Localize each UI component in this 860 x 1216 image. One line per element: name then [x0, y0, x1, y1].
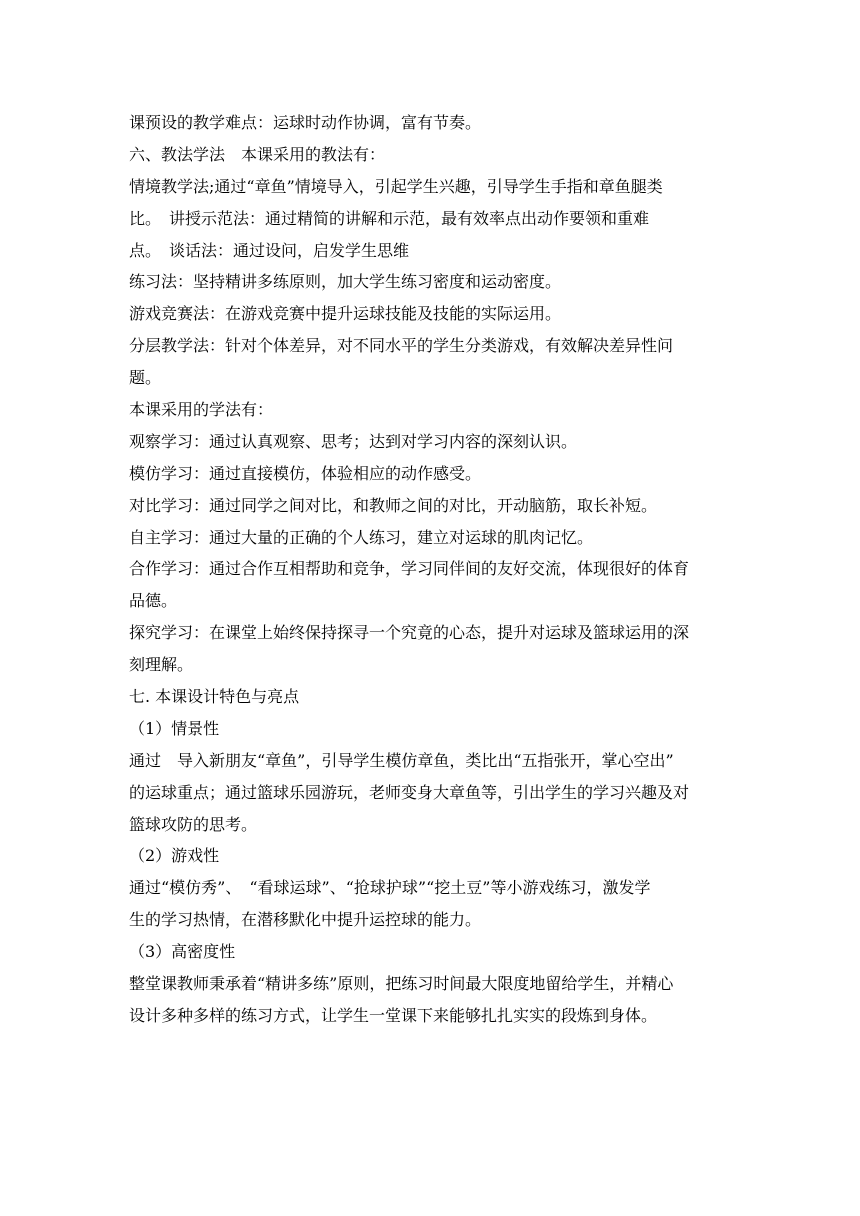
- text-line: 比。 讲授示范法：通过精简的讲解和示范，最有效率点出动作要领和重难: [129, 208, 650, 228]
- text-line: 游戏竞赛法：在游戏竞赛中提升运球技能及技能的实际运用。: [129, 304, 562, 324]
- text-line: 模仿学习：通过直接模仿，体验相应的动作感受。: [129, 463, 482, 483]
- text-line: 整堂课教师秉承着“精讲多练”原则，把练习时间最大限度地留给学生，并精心: [129, 974, 674, 994]
- document-page: [129, 107, 741, 1032]
- text-line: 通过 导入新朋友“章鱼”，引导学生模仿章鱼，类比出“五指张开，掌心空出”: [129, 750, 674, 770]
- text-line: 的运球重点；通过篮球乐园游玩，老师变身大章鱼等，引出学生的学习兴趣及对: [129, 782, 690, 802]
- text-line: 设计多种多样的练习方式，让学生一堂课下来能够扎扎实实的段炼到身体。: [129, 1005, 658, 1025]
- text-line: 通过“模仿秀”、 “看球运球”、“抢球护球”“挖土豆”等小游戏练习，激发学: [129, 878, 651, 898]
- text-line: 对比学习：通过同学之间对比，和教师之间的对比，开动脑筋，取长补短。: [129, 495, 658, 515]
- subheading: （2）游戏性: [129, 846, 220, 866]
- section-heading: 七. 本课设计特色与亮点: [129, 687, 300, 707]
- text-line: 情境教学法;通过“章鱼”情境导入，引起学生兴趣，引导学生手指和章鱼腿类: [129, 176, 663, 196]
- text-line: 观察学习：通过认真观察、思考；达到对学习内容的深刻认识。: [129, 431, 578, 451]
- section-heading: 六、教法学法 本课采用的教法有：: [129, 144, 386, 164]
- text-line: 生的学习热情，在潜移默化中提升运控球的能力。: [129, 910, 482, 930]
- text-line: 探究学习：在课堂上始终保持探寻一个究竟的心态，提升对运球及篮球运用的深: [129, 623, 690, 643]
- text-line: 点。 谈话法：通过设问，启发学生思维: [129, 240, 410, 260]
- subheading: （3）高密度性: [129, 942, 236, 962]
- text-line: 练习法：坚持精讲多练原则，加大学生练习密度和运动密度。: [129, 272, 562, 292]
- text-line: 题。: [129, 368, 162, 388]
- text-line: 品德。: [129, 591, 178, 611]
- text-line: 分层教学法：针对个体差异，对不同水平的学生分类游戏，有效解决差异性问: [129, 336, 674, 356]
- text-line: 刻理解。: [129, 655, 194, 675]
- text-line: 本课采用的学法有：: [129, 400, 274, 420]
- text-line: 篮球攻防的思考。: [129, 814, 258, 834]
- text-line: 自主学习：通过大量的正确的个人练习，建立对运球的肌肉记忆。: [129, 527, 594, 547]
- text-line: 合作学习：通过合作互相帮助和竞争，学习同伴间的友好交流，体现很好的体育: [129, 559, 690, 579]
- subheading: （1）情景性: [129, 718, 220, 738]
- text-line: 课预设的教学难点：运球时动作协调，富有节奏。: [129, 113, 482, 132]
